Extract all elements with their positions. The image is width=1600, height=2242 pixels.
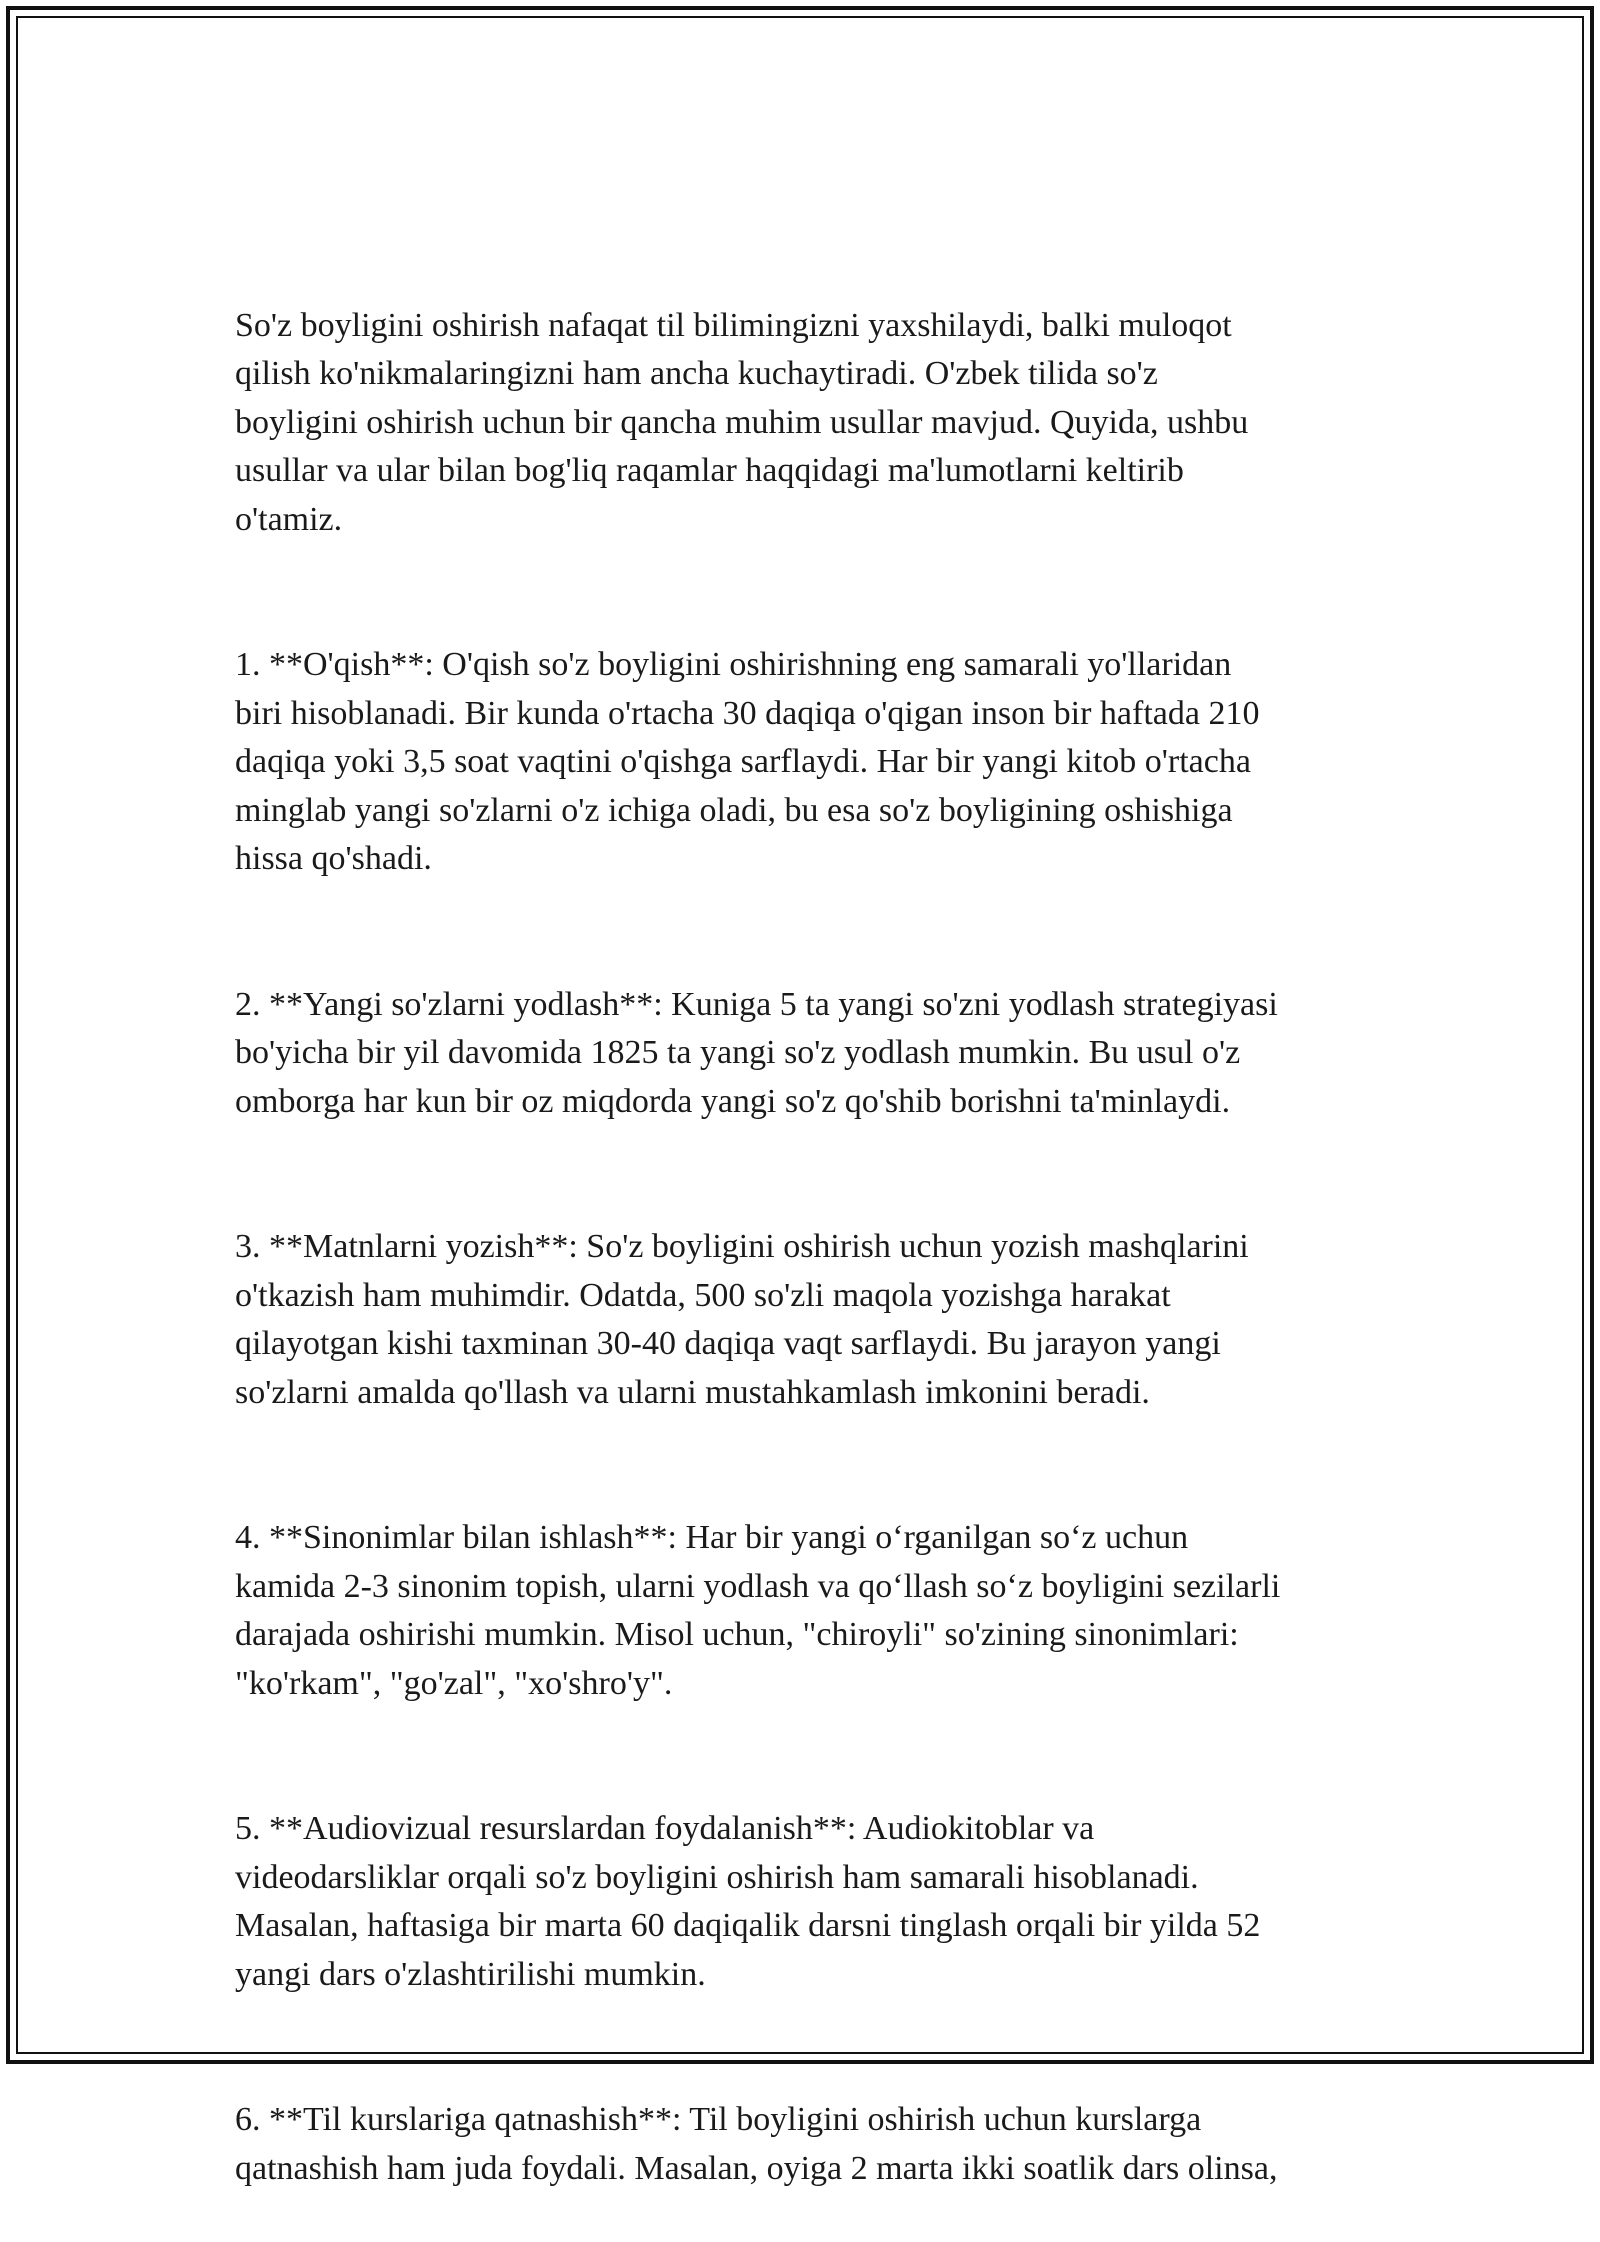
paragraph-audiovisual-resources: 5. **Audiovizual resurslardan foydalanish**: Audiokitoblar va videodarsliklar orqali so'z boyligini oshirish ham samarali hisoblanadi. Masalan, haftasiga bir marta 60 daqiqalik darsni tinglash orqali bir yilda 52 yangi dars o'zlashtirilishi mumkin. bbox=[235, 1810, 1261, 1993]
paragraph-reading: 1. **O'qish**: O'qish so'z boyligini oshirishning eng samarali yo'llaridan biri hisoblanadi. Bir kunda o'rtacha 30 daqiqa o'qigan inson bir haftada 210 daqiqa yoki 3,5 soat vaqtini o'qishga sarflaydi. Har bir yangi kitob o'rtacha minglab yangi so'zlarni o'z ichiga oladi, bu esa so'z boyligining oshishiga hissa qo'shadi. bbox=[235, 646, 1260, 877]
paragraph-synonyms: 4. **Sinonimlar bilan ishlash**: Har bir yangi o‘rganilgan so‘z uchun kamida 2-3 sinonim topish, ularni yodlash va qo‘llash so‘z boyligini sezilarli darajada oshirishi mumkin. Misol uchun, "chiroyli" so'zining sinonimlari: "ko'rkam", "go'zal", "xo'shro'y". bbox=[235, 1519, 1281, 1702]
intro-paragraph: So'z boyligini oshirish nafaqat til bilimingizni yaxshilaydi, balki muloqot qilish ko'nikmalaringizni ham ancha kuchaytiradi. O'zbek tilida so'z boyligini oshirish uchun bir qancha muhim usullar mavjud. Quyida, ushbu usullar va ular bilan bog'liq raqamlar haqqidagi ma'lumotlarni keltirib o'tamiz. bbox=[235, 306, 1249, 538]
document-body bbox=[235, 253, 1375, 2242]
paragraph-writing-texts: 3. **Matnlarni yozish**: So'z boyligini oshirish uchun yozish mashqlarini o'tkazish ham muhimdir. Odatda, 500 so'zli maqola yozishga harakat qilayotgan kishi taxminan 30-40 daqiqa vaqt sarflaydi. Bu jarayon yangi so'zlarni amalda qo'llash va ularni mustahkamlash imkonini beradi. bbox=[235, 1228, 1249, 1411]
paragraph-language-courses: 6. **Til kurslariga qatnashish**: Til boyligini oshirish uchun kurslarga qatnashish ham juda foydali. Masalan, oyiga 2 marta ikki soatlik dars olinsa, bbox=[235, 2101, 1278, 2187]
paragraph-memorizing-words: 2. **Yangi so'zlarni yodlash**: Kuniga 5 ta yangi so'zni yodlash strategiyasi bo'yicha bir yil davomida 1825 ta yangi so'z yodlash mumkin. Bu usul o'z omborga har kun bir oz miqdorda yangi so'z qo'shib borishni ta'minlaydi. bbox=[235, 985, 1278, 1120]
